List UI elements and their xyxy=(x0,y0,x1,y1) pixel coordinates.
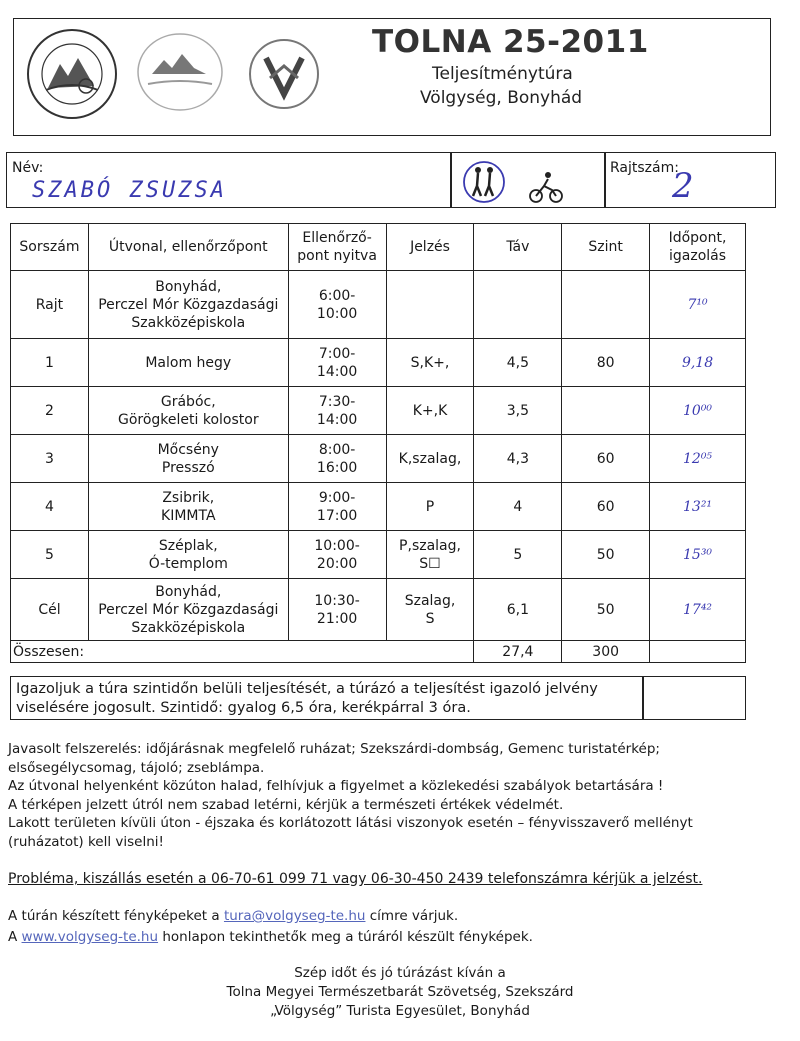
total-level: 300 xyxy=(562,641,650,663)
wish-line: „Völgység” Turista Egyesület, Bonyhád xyxy=(270,1003,530,1019)
elevation: 80 xyxy=(562,339,650,387)
note-line: A térképen jelzett útról nem szabad letérni, kérjük a természeti értékek védelmét. xyxy=(8,796,564,813)
checkpoint-route: Zsibrik, KIMMTA xyxy=(88,483,288,531)
checkpoint-table xyxy=(10,223,746,663)
checkpoint-open-hours: 8:00- 16:00 xyxy=(288,435,386,483)
checkpoint-number: 1 xyxy=(11,339,89,387)
elevation: 60 xyxy=(562,435,650,483)
start-number-value: 2 xyxy=(672,166,694,206)
table-row xyxy=(11,483,746,531)
table-row xyxy=(11,435,746,483)
cyclist-icon xyxy=(528,170,564,204)
trail-mark xyxy=(386,271,474,339)
stamp-time: 15³⁰ xyxy=(650,531,746,579)
event-location: Völgység, Bonyhád xyxy=(420,88,583,108)
checkpoint-route: Széplak, Ó-templom xyxy=(88,531,288,579)
total-distance: 27,4 xyxy=(474,641,562,663)
checkpoint-number: Rajt xyxy=(11,271,89,339)
trail-mark: P xyxy=(386,483,474,531)
elevation xyxy=(562,387,650,435)
name-label: Név: xyxy=(12,160,44,176)
checkpoint-open-hours: 10:30- 21:00 xyxy=(288,579,386,641)
total-label: Összesen: xyxy=(11,641,474,663)
note-line: elsősegélycsomag, tájoló; zseblámpa. xyxy=(8,759,265,776)
trail-mark: K+,K xyxy=(386,387,474,435)
table-header-row xyxy=(11,224,746,271)
checkpoint-route: Bonyhád, Perczel Mór Közgazdasági Szakközépiskola xyxy=(88,271,288,339)
closing-wish xyxy=(0,964,800,1021)
volgyseg-club-logo xyxy=(24,24,120,124)
column-header: Táv xyxy=(474,224,562,271)
table-row xyxy=(11,579,746,641)
table-row xyxy=(11,531,746,579)
distance: 4,5 xyxy=(474,339,562,387)
note-line: Lakott területen kívüli úton - éjszaka és korlátozott látási viszonyok esetén – fényvisszaverő mellényt xyxy=(8,815,693,831)
distance: 4 xyxy=(474,483,562,531)
distance: 3,5 xyxy=(474,387,562,435)
stamp-time: 10⁰⁰ xyxy=(650,387,746,435)
checkpoint-route: Grábóc, Görögkeleti kolostor xyxy=(88,387,288,435)
checkpoint-open-hours: 6:00- 10:00 xyxy=(288,271,386,339)
note-line: Az útvonal helyenként közúton halad, felhívjuk a figyelmet a közlekedési szabályok betartására ! xyxy=(8,778,664,794)
checkpoint-number: 2 xyxy=(11,387,89,435)
table-row xyxy=(11,387,746,435)
stamp-time: 7¹⁰ xyxy=(650,271,746,339)
table-row xyxy=(11,339,746,387)
hikers-icon xyxy=(462,160,506,204)
email-link[interactable]: tura@volgyseg-te.hu xyxy=(223,908,366,924)
checkpoint-open-hours: 10:00- 20:00 xyxy=(288,531,386,579)
checkpoint-open-hours: 7:00- 14:00 xyxy=(288,339,386,387)
confirmation-text: Igazoljuk a túra szintidőn belüli teljesítését, a túrázó a teljesítést igazoló jelvény viselésére jogosult. Szintidő: gyalog 6,5 óra, kerékpárral 3 óra. xyxy=(16,681,598,716)
elevation xyxy=(562,271,650,339)
note-line: Javasolt felszerelés: időjárásnak megfelelő ruházat; Szekszárdi-dombság, Gemenc turistatérkép; xyxy=(8,741,660,757)
checkpoint-number: 4 xyxy=(11,483,89,531)
column-header: Ellenőrző-pont nyitva xyxy=(288,224,386,271)
mountain-badge-logo xyxy=(134,30,226,114)
checkpoint-number: 5 xyxy=(11,531,89,579)
wish-line: Tolna Megyei Természetbarát Szövetség, Szekszárd xyxy=(226,984,574,1000)
checkpoint-open-hours: 9:00- 17:00 xyxy=(288,483,386,531)
table-row xyxy=(11,271,746,339)
emergency-contact: Probléma, kiszállás esetén a 06-70-61 099 71 vagy 06-30-450 2439 telefonszámra kérjük a jelzést. xyxy=(8,871,703,887)
column-header: Útvonal, ellenőrzőpont xyxy=(88,224,288,271)
stamp-time: 17⁴² xyxy=(650,579,746,641)
checkpoint-route: Mőcsény Presszó xyxy=(88,435,288,483)
column-header: Jelzés xyxy=(386,224,474,271)
federation-emblem-logo xyxy=(246,36,322,112)
stamp-time: 12⁰⁵ xyxy=(650,435,746,483)
distance: 5 xyxy=(474,531,562,579)
divider xyxy=(604,152,606,208)
column-header: Sorszám xyxy=(11,224,89,271)
checkpoint-open-hours: 7:30- 14:00 xyxy=(288,387,386,435)
total-row xyxy=(11,641,746,663)
start-number-label: Rajtszám: xyxy=(610,160,679,176)
website-link[interactable]: www.volgyseg-te.hu xyxy=(21,929,159,945)
column-header: Szint xyxy=(562,224,650,271)
stamp-time: 13²¹ xyxy=(650,483,746,531)
checkpoint-number: 3 xyxy=(11,435,89,483)
distance: 6,1 xyxy=(474,579,562,641)
column-header: Időpont, igazolás xyxy=(650,224,746,271)
trail-mark: Szalag, S xyxy=(386,579,474,641)
divider xyxy=(450,152,452,208)
name-value: SZABÓ ZSUZSA xyxy=(32,178,227,203)
trail-mark: S,K+, xyxy=(386,339,474,387)
distance: 4,3 xyxy=(474,435,562,483)
distance xyxy=(474,271,562,339)
trail-mark: K,szalag, xyxy=(386,435,474,483)
trail-mark: P,szalag, S☐ xyxy=(386,531,474,579)
total-time-cell xyxy=(650,641,746,663)
note-line: (ruházatot) kell viselni! xyxy=(8,833,164,850)
photo-submission-line: A túrán készített fényképeket a tura@volgyseg-te.hu címre várjuk. xyxy=(8,908,459,924)
elevation: 50 xyxy=(562,579,650,641)
photo-gallery-line: A www.volgyseg-te.hu honlapon tekinthetők meg a túráról készült fényképek. xyxy=(8,929,533,945)
wish-line: Szép időt és jó túrázást kíván a xyxy=(294,965,506,981)
event-type: Teljesítménytúra xyxy=(432,64,573,84)
page-title: TOLNA 25-2011 xyxy=(372,24,649,60)
elevation: 50 xyxy=(562,531,650,579)
checkpoint-route: Malom hegy xyxy=(88,339,288,387)
divider xyxy=(642,676,644,720)
checkpoint-number: Cél xyxy=(11,579,89,641)
equipment-notes xyxy=(8,740,788,851)
checkpoint-route: Bonyhád, Perczel Mór Közgazdasági Szakközépiskola xyxy=(88,579,288,641)
elevation: 60 xyxy=(562,483,650,531)
stamp-time: 9,18 xyxy=(650,339,746,387)
